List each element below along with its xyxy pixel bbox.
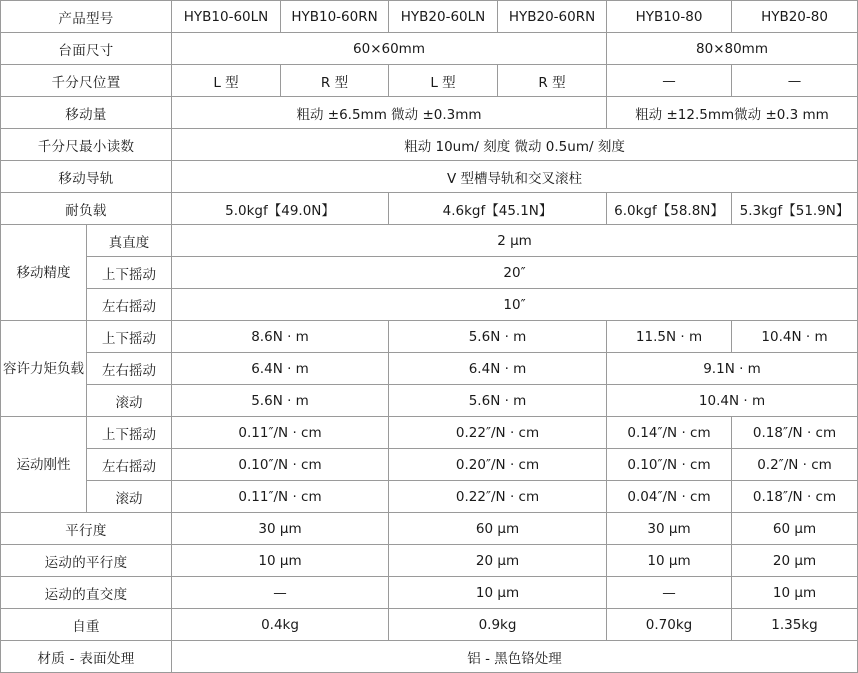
cell: 4.6kgf【45.1N】 [389, 193, 607, 225]
cell: 60 μm [732, 513, 858, 545]
row-load-capacity [1, 193, 858, 225]
group-label: 移动精度 [1, 225, 87, 321]
cell: 60×60mm [172, 33, 607, 65]
cell: 6.0kgf【58.8N】 [607, 193, 732, 225]
cell: 5.6N · m [389, 321, 607, 353]
row-precision-pitch [1, 257, 858, 289]
cell: 粗动 ±12.5mm微动 ±0.3 mm [607, 97, 858, 129]
cell: 10 μm [389, 577, 607, 609]
row-label: 千分尺位置 [1, 65, 172, 97]
cell: 0.2″/N · cm [732, 449, 858, 481]
cell: 6.4N · m [389, 353, 607, 385]
cell: 0.18″/N · cm [732, 481, 858, 513]
cell: 0.4kg [172, 609, 389, 641]
cell: 20 μm [389, 545, 607, 577]
cell: 5.0kgf【49.0N】 [172, 193, 389, 225]
row-motion-parallelism [1, 545, 858, 577]
cell: 20″ [172, 257, 858, 289]
group-label: 容许力矩负载 [1, 321, 87, 417]
group-label: 运动刚性 [1, 417, 87, 513]
cell: R 型 [498, 65, 607, 97]
row-label: 平行度 [1, 513, 172, 545]
cell: 0.10″/N · cm [172, 449, 389, 481]
cell: — [607, 577, 732, 609]
cell: 30 μm [172, 513, 389, 545]
row-material [1, 641, 858, 673]
row-label: 运动的平行度 [1, 545, 172, 577]
sub-label: 真直度 [87, 225, 172, 257]
cell: 铝 - 黑色铬处理 [172, 641, 858, 673]
cell: 6.4N · m [172, 353, 389, 385]
sub-label: 左右摇动 [87, 449, 172, 481]
cell: 60 μm [389, 513, 607, 545]
cell: 10 μm [607, 545, 732, 577]
row-model [1, 1, 858, 33]
cell: 8.6N · m [172, 321, 389, 353]
cell: 10.4N · m [732, 321, 858, 353]
sub-label: 左右摇动 [87, 289, 172, 321]
row-parallelism [1, 513, 858, 545]
cell: V 型槽导轨和交叉滚柱 [172, 161, 858, 193]
cell: — [172, 577, 389, 609]
cell: 5.6N · m [389, 385, 607, 417]
cell: 0.70kg [607, 609, 732, 641]
row-weight [1, 609, 858, 641]
cell: 粗动 ±6.5mm 微动 ±0.3mm [172, 97, 607, 129]
row-label: 材质 - 表面处理 [1, 641, 172, 673]
cell: HYB20-80 [732, 1, 858, 33]
sub-label: 上下摇动 [87, 321, 172, 353]
cell: 10 μm [732, 577, 858, 609]
row-table-size [1, 33, 858, 65]
cell: 10 μm [172, 545, 389, 577]
sub-label: 滚动 [87, 385, 172, 417]
cell: HYB10-60RN [281, 1, 389, 33]
cell: 11.5N · m [607, 321, 732, 353]
row-label: 运动的直交度 [1, 577, 172, 609]
sub-label: 滚动 [87, 481, 172, 513]
row-rigidity-yaw [1, 449, 858, 481]
row-motion-orthogonality [1, 577, 858, 609]
row-label: 移动导轨 [1, 161, 172, 193]
row-guide [1, 161, 858, 193]
row-label: 千分尺最小读数 [1, 129, 172, 161]
row-micrometer-min-reading [1, 129, 858, 161]
cell: — [607, 65, 732, 97]
row-label: 产品型号 [1, 1, 172, 33]
sub-label: 左右摇动 [87, 353, 172, 385]
cell: R 型 [281, 65, 389, 97]
cell: 30 μm [607, 513, 732, 545]
cell: 0.10″/N · cm [607, 449, 732, 481]
row-rigidity-pitch [1, 417, 858, 449]
cell: 1.35kg [732, 609, 858, 641]
cell: HYB20-60RN [498, 1, 607, 33]
cell: 10″ [172, 289, 858, 321]
row-moment-pitch [1, 321, 858, 353]
cell: HYB10-60LN [172, 1, 281, 33]
cell: 0.22″/N · cm [389, 417, 607, 449]
row-precision-straightness [1, 225, 858, 257]
cell: HYB10-80 [607, 1, 732, 33]
row-precision-yaw [1, 289, 858, 321]
cell: 0.14″/N · cm [607, 417, 732, 449]
cell: — [732, 65, 858, 97]
cell: 0.22″/N · cm [389, 481, 607, 513]
cell: 0.11″/N · cm [172, 417, 389, 449]
row-label: 耐负载 [1, 193, 172, 225]
row-moment-roll [1, 385, 858, 417]
cell: 20 μm [732, 545, 858, 577]
cell: 0.18″/N · cm [732, 417, 858, 449]
cell: HYB20-60LN [389, 1, 498, 33]
cell: 5.6N · m [172, 385, 389, 417]
row-moment-yaw [1, 353, 858, 385]
row-rigidity-roll [1, 481, 858, 513]
cell: 5.3kgf【51.9N】 [732, 193, 858, 225]
cell: 10.4N · m [607, 385, 858, 417]
cell: L 型 [172, 65, 281, 97]
cell: 0.20″/N · cm [389, 449, 607, 481]
cell: 粗动 10um/ 刻度 微动 0.5um/ 刻度 [172, 129, 858, 161]
cell: 0.9kg [389, 609, 607, 641]
cell: 2 μm [172, 225, 858, 257]
sub-label: 上下摇动 [87, 257, 172, 289]
cell: 0.11″/N · cm [172, 481, 389, 513]
row-travel [1, 97, 858, 129]
cell: 80×80mm [607, 33, 858, 65]
row-micrometer-position [1, 65, 858, 97]
sub-label: 上下摇动 [87, 417, 172, 449]
cell: 0.04″/N · cm [607, 481, 732, 513]
row-label: 台面尺寸 [1, 33, 172, 65]
cell: L 型 [389, 65, 498, 97]
row-label: 移动量 [1, 97, 172, 129]
row-label: 自重 [1, 609, 172, 641]
cell: 9.1N · m [607, 353, 858, 385]
